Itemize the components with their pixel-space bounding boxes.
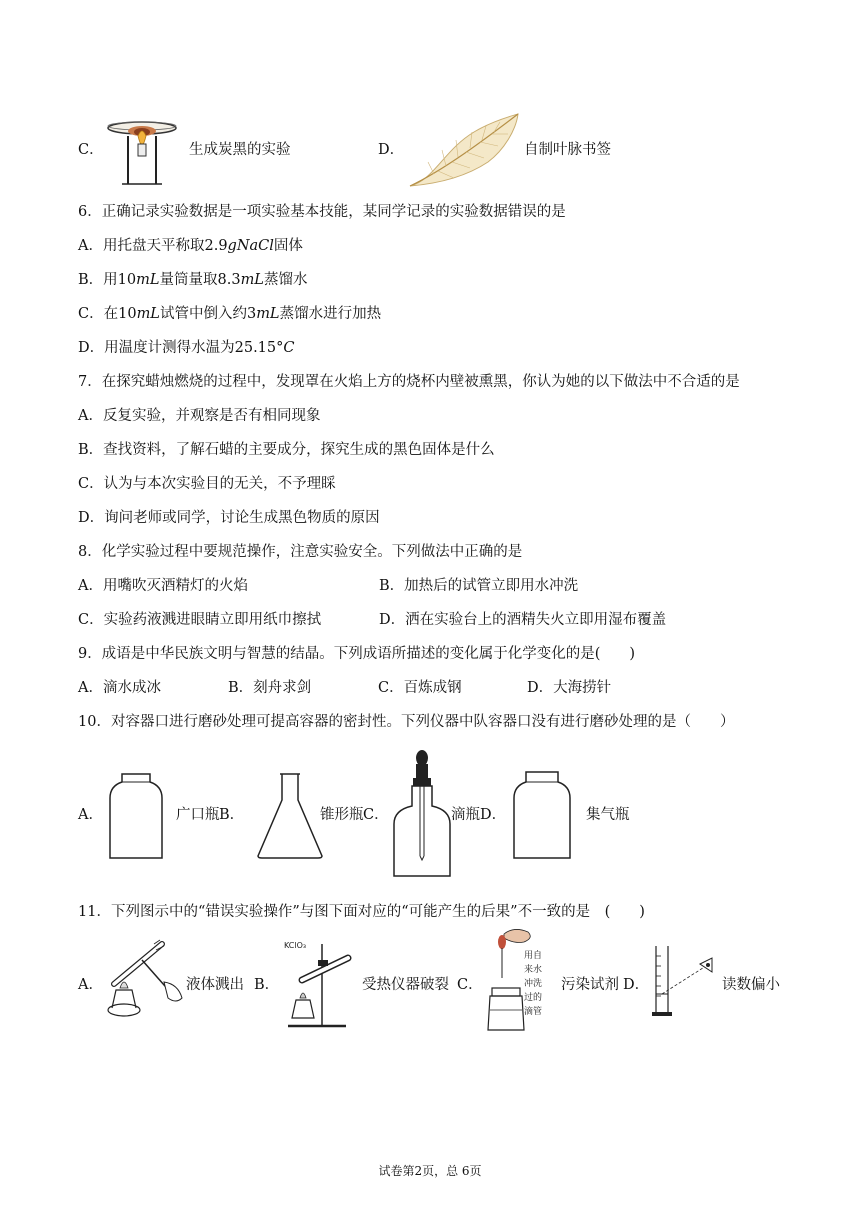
q10-a-label: A．: [78, 807, 103, 823]
q8-option-d: D．洒在实验台上的酒精失火立即用湿布覆盖: [379, 612, 667, 628]
gas-collecting-bottle-figure: [510, 768, 574, 862]
dropper-bottle-figure: [390, 748, 454, 880]
q10-stem: 10．对容器口进行磨砂处理可提高容器的密封性。下列仪器中队容器口没有进行磨砂处理的是（ ）: [78, 714, 735, 730]
q6-option-a: A．用托盘天平称取2.9gNaCl固体: [78, 238, 303, 254]
q8-stem: 8．化学实验过程中要规范操作，注意实验安全。下列做法中正确的是: [78, 544, 523, 560]
q11-c-label: C．: [457, 977, 483, 993]
svg-text:来水: 来水: [524, 965, 543, 975]
q6-option-c: C．在10mL试管中倒入约3mL蒸馏水进行加热: [78, 306, 382, 322]
svg-text:用自: 用自: [524, 951, 543, 961]
q10-d-text: 集气瓶: [586, 807, 630, 823]
graduated-cylinder-reading-figure: [650, 942, 718, 1022]
q9-option-a: A．滴水成冰: [78, 680, 161, 696]
q7-option-c: C．认为与本次实验目的无关，不予理睬: [78, 476, 336, 492]
q11-b-text: 受热仪器破裂: [362, 977, 449, 993]
page-footer: 试卷第2页，总 6页: [378, 1164, 482, 1178]
kclo3-label: KClO₃: [284, 941, 307, 950]
q11-b-label: B．: [254, 977, 280, 993]
q8-option-a: A．用嘴吹灭酒精灯的火焰: [78, 578, 248, 594]
carbon-black-experiment-figure: [104, 114, 180, 186]
svg-text:冲洗: 冲洗: [524, 979, 543, 989]
q10-b-label: B．: [219, 807, 245, 823]
q11-c-text: 污染试剂: [561, 977, 619, 993]
q11-d-label: D．: [623, 977, 650, 993]
dropper-note-text: [524, 949, 542, 1017]
q11-stem: 11．下列图示中的“错误实验操作”与图下面对应的“可能产生的后果”不一致的是 ( ): [78, 904, 645, 920]
q10-d-label: D．: [480, 807, 507, 823]
q7-stem: 7．在探究蜡烛燃烧的过程中，发现罩在火焰上方的烧杯内壁被熏黑，你认为她的以下做法中不合适的是: [78, 374, 740, 390]
q5-c-text: 生成炭黑的实验: [189, 142, 291, 158]
q9-stem: 9．成语是中华民族文明与智慧的结晶。下列成语所描述的变化属于化学变化的是( ): [78, 646, 636, 662]
q7-option-b: B．查找资料，了解石蜡的主要成分，探究生成的黑色固体是什么: [78, 442, 495, 458]
q10-b-text: 锥形瓶: [320, 807, 364, 823]
q6-stem: 6．正确记录实验数据是一项实验基本技能，某同学记录的实验数据错误的是: [78, 204, 566, 220]
q9-option-d: D．大海捞针: [527, 680, 612, 696]
dropper-reagent-bottle-figure: [484, 926, 554, 1036]
conical-flask-figure: [252, 770, 328, 862]
q8-option-c: C．实验药液溅进眼睛立即用纸巾擦拭: [78, 612, 322, 628]
q5-c-label: C．: [78, 142, 104, 158]
q9-option-c: C．百炼成钢: [378, 680, 462, 696]
heating-solid-apparatus-figure: [282, 936, 362, 1032]
q11-a-label: A．: [78, 977, 103, 993]
q10-c-text: 滴瓶: [451, 807, 480, 823]
q7-option-a: A．反复实验，并观察是否有相同现象: [78, 408, 321, 424]
q10-c-label: C．: [363, 807, 389, 823]
leaf-vein-bookmark-figure: [404, 110, 522, 190]
q9-option-b: B．刻舟求剑: [228, 680, 312, 696]
q5-d-text: 自制叶脉书签: [524, 142, 611, 158]
q7-option-d: D．询问老师或同学，讨论生成黑色物质的原因: [78, 510, 380, 526]
svg-text:滴管: 滴管: [524, 1007, 543, 1017]
q6-option-b: B．用10mL量筒量取8.3mL蒸馏水: [78, 272, 308, 288]
wide-mouth-bottle-figure: [104, 770, 168, 862]
q11-d-text: 读数偏小: [722, 977, 780, 993]
q6-option-d: D．用温度计测得水温为25.15°C: [78, 340, 295, 356]
q10-a-text: 广口瓶: [176, 807, 220, 823]
heating-test-tube-figure: [102, 938, 186, 1018]
q5-d-label: D．: [378, 142, 405, 158]
svg-text:过的: 过的: [524, 993, 543, 1003]
q8-option-b: B．加热后的试管立即用水冲洗: [379, 578, 579, 594]
q11-a-text: 液体溅出: [186, 977, 244, 993]
